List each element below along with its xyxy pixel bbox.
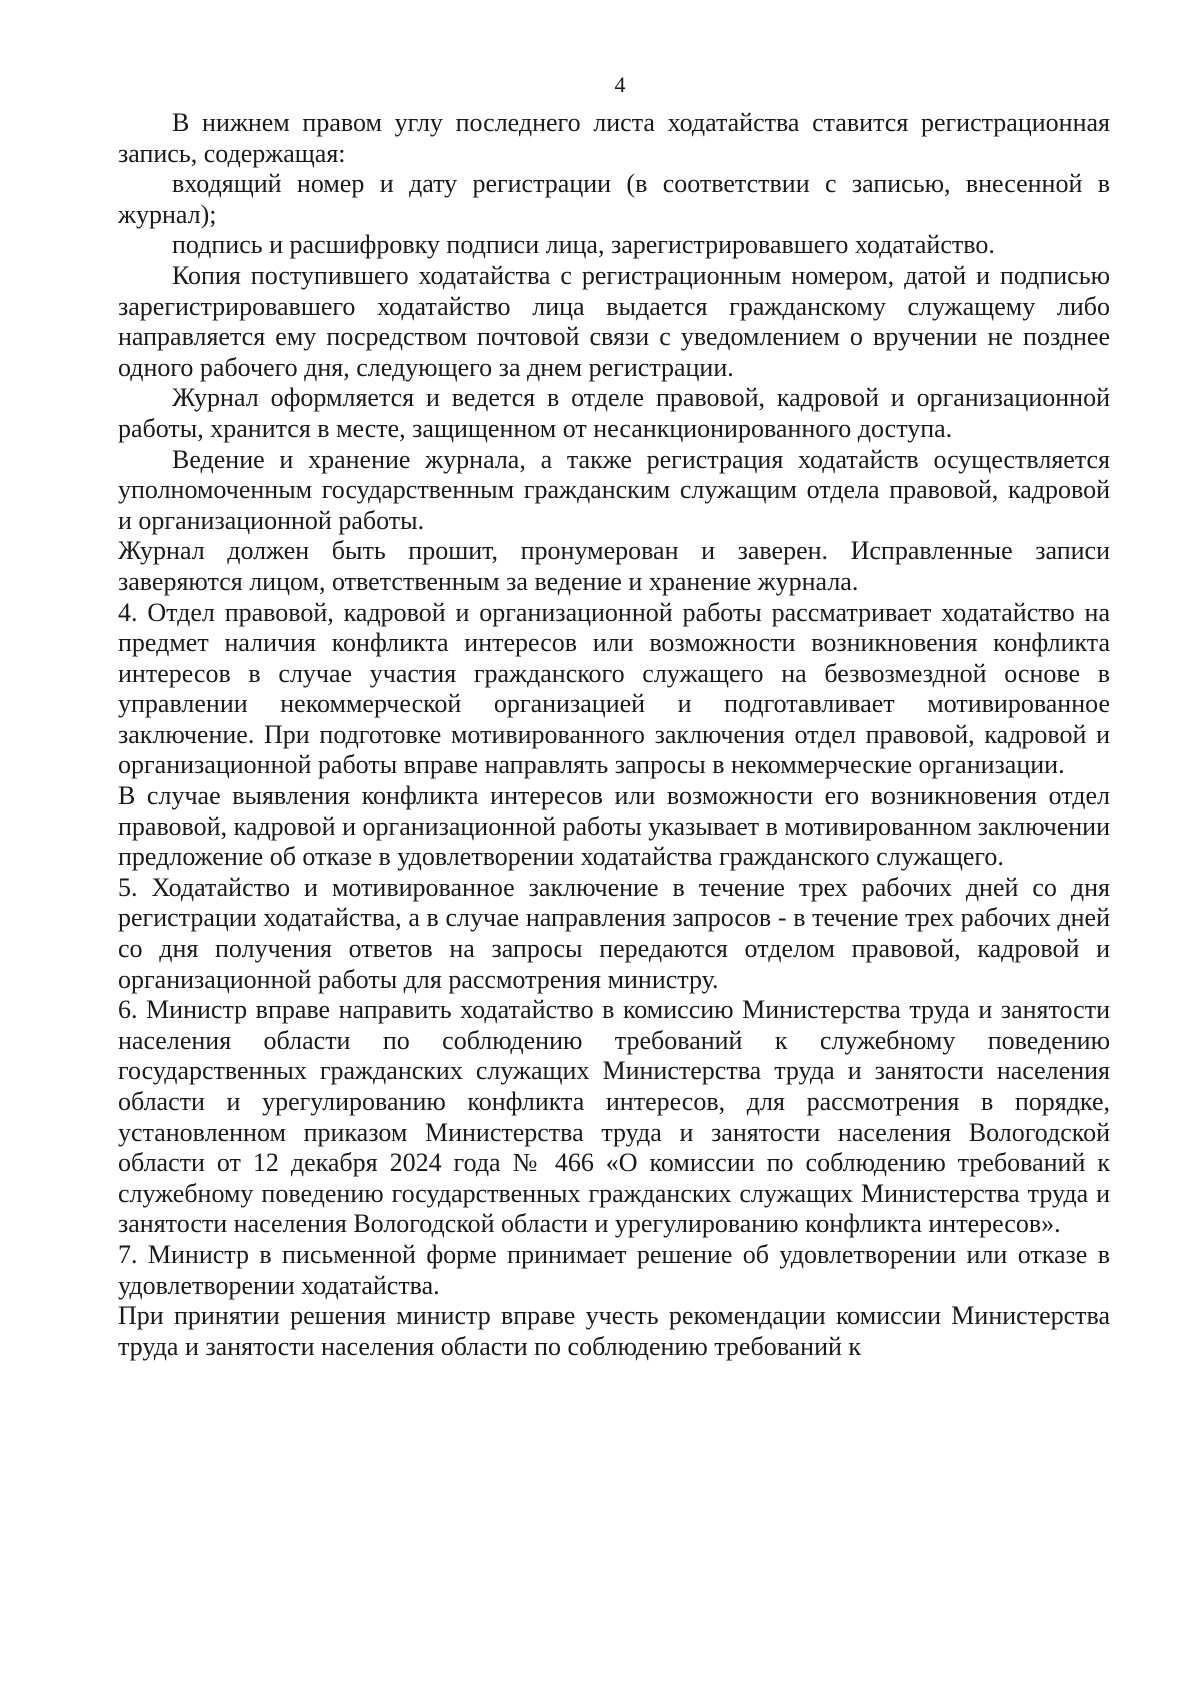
paragraph-signature: подпись и расшифровку подписи лица, зарегистрировавшего ходатайство. [172,230,995,260]
paragraph-journal-storage: Ведение и хранение журнала, а также регистрация ходатайств осуществляется уполномоченным государственным гражданским служащим отдела правовой, кадровой и организационной работы. [118,444,1110,535]
paragraph-item-7: 7. Министр в письменной форме принимает решение об удовлетворении или отказе в удовлетворении ходатайства. [118,1239,1110,1300]
page-number: 4 [614,72,626,97]
paragraph-decision-recommendations: При принятии решения министр вправе учесть рекомендации комиссии Министерства труда и занятости населения области по соблюдению требований к [118,1301,1110,1361]
document-body [118,108,1110,1362]
paragraph-item-6: 6. Министр вправе направить ходатайство в комиссию Министерства труда и занятости населения области по соблюдению требований к служебному поведению государственных гражданских служащих Министерства труда и занятости населения области и урегулированию конфликта интересов, для рассмотрения в порядке, установленном приказом Министерства труда и занятости населения Вологодской области от 12 декабря 2024 года № 466 «О комиссии по соблюдению требований к служебному поведению государственных гражданских служащих Министерства труда и занятости населения Вологодской области и урегулированию конфликта интересов». [118,995,1110,1239]
paragraph-journal-binding: Журнал должен быть прошит, пронумерован и заверен. Исправленные записи заверяются лицом, ответственным за ведение и хранение журнала. [118,536,1110,596]
paragraph-item-4: 4. Отдел правовой, кадровой и организационной работы рассматривает ходатайство на предмет наличия конфликта интересов или возможности возникновения конфликта интересов в случае участия гражданского служащего на безвозмездной основе в управлении некоммерческой организацией и подготавливает мотивированное заключение. При подготовке мотивированного заключения отдел правовой, кадровой и организационной работы вправе направлять запросы в некоммерческие организации. [118,597,1110,780]
paragraph-registration-record: В нижнем правом углу последнего листа ходатайства ставится регистрационная запись, содержащая: [118,108,1110,168]
paragraph-journal-maintenance: Журнал оформляется и ведется в отделе правовой, кадровой и организационной работы, хранится в месте, защищенном от несанкционированного доступа. [118,383,1110,443]
paragraph-incoming-number: входящий номер и дату регистрации (в соответствии с записью, внесенной в журнал); [118,169,1110,229]
paragraph-item-5: 5. Ходатайство и мотивированное заключение в течение трех рабочих дней со дня регистрации ходатайства, а в случае направления запросов - в течение трех рабочих дней со дня получения ответов на запросы передаются отделом правовой, кадровой и организационной работы для рассмотрения министру. [118,872,1110,994]
paragraph-conflict-detection: В случае выявления конфликта интересов или возможности его возникновения отдел правовой, кадровой и организационной работы указывает в мотивированном заключении предложение об отказе в удовлетворении ходатайства гражданского служащего. [118,781,1110,872]
paragraph-copy-issuance: Копия поступившего ходатайства с регистрационным номером, датой и подписью зарегистрировавшего ходатайство лица выдается гражданскому служащему либо направляется ему посредством почтовой связи с уведомлением о вручении не позднее одного рабочего дня, следующего за днем регистрации. [118,260,1110,382]
